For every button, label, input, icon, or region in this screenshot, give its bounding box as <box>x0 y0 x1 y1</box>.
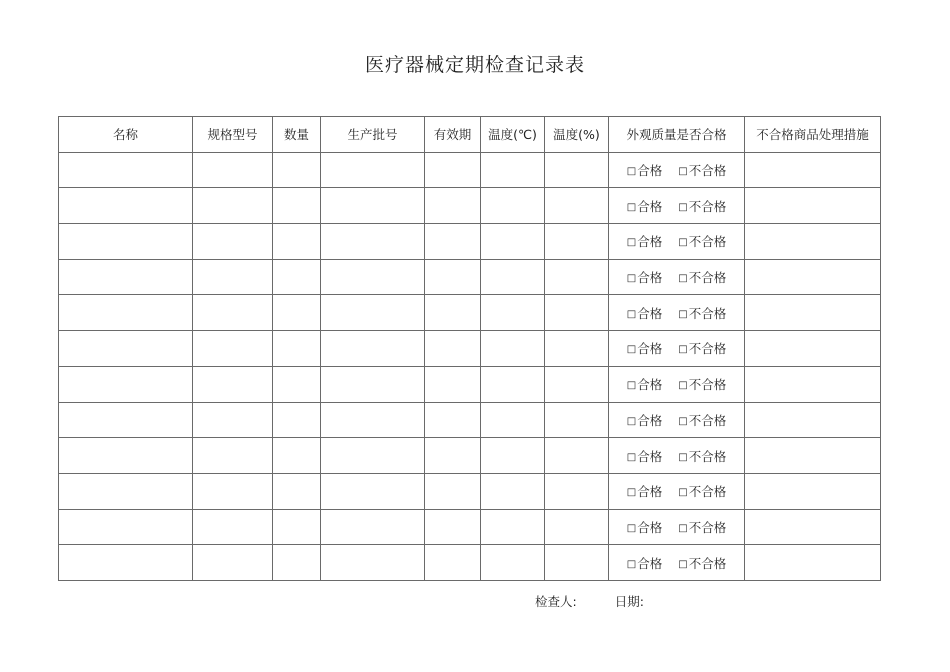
quantity-cell[interactable] <box>273 545 321 581</box>
header-quantity: 数量 <box>273 117 321 153</box>
fail-option-label: 不合格 <box>688 341 727 357</box>
name-cell[interactable] <box>59 188 193 224</box>
pass-option-label: 合格 <box>637 412 663 428</box>
appearance-quality-cell <box>609 509 745 545</box>
quantity-cell[interactable] <box>273 259 321 295</box>
nonconforming-handling-cell[interactable] <box>745 224 881 260</box>
appearance-quality-cell <box>609 402 745 438</box>
fail-option[interactable] <box>678 447 726 465</box>
pass-option-label: 合格 <box>637 163 663 179</box>
checkbox-icon[interactable]: □ <box>678 558 688 570</box>
nonconforming-handling-cell[interactable] <box>745 152 881 188</box>
checkbox-icon[interactable]: □ <box>678 415 688 427</box>
pass-option[interactable] <box>627 518 662 536</box>
fail-option[interactable] <box>678 161 726 179</box>
name-cell[interactable] <box>59 402 193 438</box>
pass-option-label: 合格 <box>637 234 663 250</box>
header-name: 名称 <box>59 117 193 153</box>
quantity-cell[interactable] <box>273 331 321 367</box>
checkbox-icon[interactable]: □ <box>678 308 688 320</box>
expiry-date-cell[interactable] <box>425 331 481 367</box>
appearance-quality-cell <box>609 224 745 260</box>
checkbox-icon[interactable]: □ <box>626 522 637 534</box>
table-row <box>59 152 881 188</box>
temperature-cell[interactable] <box>481 545 545 581</box>
table-row <box>59 259 881 295</box>
appearance-quality-cell <box>609 438 745 474</box>
batch-number-cell[interactable] <box>321 188 425 224</box>
pass-option[interactable] <box>627 554 662 572</box>
expiry-date-cell[interactable] <box>425 188 481 224</box>
nonconforming-handling-cell[interactable] <box>745 545 881 581</box>
name-cell[interactable] <box>59 224 193 260</box>
pass-option-label: 合格 <box>637 341 663 357</box>
appearance-quality-cell <box>609 331 745 367</box>
quantity-cell[interactable] <box>273 366 321 402</box>
pass-option[interactable] <box>627 304 662 322</box>
fail-option-label: 不合格 <box>688 163 727 179</box>
batch-number-cell[interactable] <box>321 366 425 402</box>
appearance-quality-cell <box>609 366 745 402</box>
header-expiry-date: 有效期 <box>425 117 481 153</box>
spec-model-cell[interactable] <box>193 402 273 438</box>
name-cell[interactable] <box>59 473 193 509</box>
spec-model-cell[interactable] <box>193 152 273 188</box>
name-cell[interactable] <box>59 259 193 295</box>
spec-model-cell[interactable] <box>193 224 273 260</box>
pass-option-label: 合格 <box>637 305 663 321</box>
name-cell[interactable] <box>59 295 193 331</box>
fail-option-label: 不合格 <box>688 305 727 321</box>
temperature-cell[interactable] <box>481 188 545 224</box>
header-row <box>59 117 881 153</box>
nonconforming-handling-cell[interactable] <box>745 509 881 545</box>
humidity-cell[interactable] <box>545 224 609 260</box>
table-row <box>59 188 881 224</box>
humidity-cell[interactable] <box>545 331 609 367</box>
checkbox-icon[interactable]: □ <box>626 487 637 499</box>
pass-option-label: 合格 <box>637 519 663 535</box>
pass-option-label: 合格 <box>637 555 663 571</box>
checkbox-icon[interactable]: □ <box>678 344 688 356</box>
humidity-cell[interactable] <box>545 473 609 509</box>
name-cell[interactable] <box>59 545 193 581</box>
pass-option-label: 合格 <box>637 270 663 286</box>
expiry-date-cell[interactable] <box>425 509 481 545</box>
fail-option[interactable] <box>678 375 726 393</box>
table-row <box>59 438 881 474</box>
batch-number-cell[interactable] <box>321 473 425 509</box>
temperature-cell[interactable] <box>481 402 545 438</box>
pass-option[interactable] <box>627 375 662 393</box>
header-batch-number: 生产批号 <box>321 117 425 153</box>
batch-number-cell[interactable] <box>321 224 425 260</box>
fail-option[interactable] <box>678 518 726 536</box>
humidity-cell[interactable] <box>545 366 609 402</box>
pass-option[interactable] <box>627 197 662 215</box>
expiry-date-cell[interactable] <box>425 438 481 474</box>
nonconforming-handling-cell[interactable] <box>745 188 881 224</box>
humidity-cell[interactable] <box>545 188 609 224</box>
table-row <box>59 366 881 402</box>
batch-number-cell[interactable] <box>321 331 425 367</box>
fail-option[interactable] <box>678 482 726 500</box>
header-spec-model: 规格型号 <box>193 117 273 153</box>
temperature-cell[interactable] <box>481 152 545 188</box>
checkbox-icon[interactable]: □ <box>678 201 688 213</box>
batch-number-cell[interactable] <box>321 402 425 438</box>
checkbox-icon[interactable]: □ <box>626 273 637 285</box>
humidity-cell[interactable] <box>545 259 609 295</box>
expiry-date-cell[interactable] <box>425 152 481 188</box>
spec-model-cell[interactable] <box>193 509 273 545</box>
table-row <box>59 331 881 367</box>
fail-option[interactable] <box>678 339 726 357</box>
spec-model-cell[interactable] <box>193 188 273 224</box>
humidity-cell[interactable] <box>545 545 609 581</box>
inspector-label: 检查人: <box>535 594 577 609</box>
header-nonconforming-handling: 不合格商品处理措施 <box>745 117 881 153</box>
table-row <box>59 473 881 509</box>
nonconforming-handling-cell[interactable] <box>745 438 881 474</box>
spec-model-cell[interactable] <box>193 545 273 581</box>
batch-number-cell[interactable] <box>321 259 425 295</box>
nonconforming-handling-cell[interactable] <box>745 473 881 509</box>
batch-number-cell[interactable] <box>321 438 425 474</box>
expiry-date-cell[interactable] <box>425 366 481 402</box>
expiry-date-cell[interactable] <box>425 545 481 581</box>
batch-number-cell[interactable] <box>321 295 425 331</box>
temperature-cell[interactable] <box>481 295 545 331</box>
expiry-date-cell[interactable] <box>425 295 481 331</box>
pass-option[interactable] <box>627 339 662 357</box>
nonconforming-handling-cell[interactable] <box>745 331 881 367</box>
humidity-cell[interactable] <box>545 438 609 474</box>
humidity-cell[interactable] <box>545 152 609 188</box>
checkbox-icon[interactable]: □ <box>626 201 637 213</box>
pass-option[interactable] <box>627 161 662 179</box>
temperature-cell[interactable] <box>481 438 545 474</box>
quantity-cell[interactable] <box>273 402 321 438</box>
appearance-quality-cell <box>609 295 745 331</box>
spec-model-cell[interactable] <box>193 438 273 474</box>
checkbox-icon[interactable]: □ <box>626 380 637 392</box>
name-cell[interactable] <box>59 331 193 367</box>
temperature-cell[interactable] <box>481 224 545 260</box>
table-row <box>59 402 881 438</box>
checkbox-icon[interactable]: □ <box>626 166 637 178</box>
quantity-cell[interactable] <box>273 438 321 474</box>
spec-model-cell[interactable] <box>193 366 273 402</box>
checkbox-icon[interactable]: □ <box>626 451 637 463</box>
fail-option-label: 不合格 <box>688 519 727 535</box>
pass-option[interactable] <box>627 232 662 250</box>
spec-model-cell[interactable] <box>193 331 273 367</box>
fail-option-label: 不合格 <box>688 448 727 464</box>
expiry-date-cell[interactable] <box>425 473 481 509</box>
temperature-cell[interactable] <box>481 331 545 367</box>
appearance-quality-cell <box>609 188 745 224</box>
temperature-cell[interactable] <box>481 366 545 402</box>
pass-option-label: 合格 <box>637 198 663 214</box>
fail-option[interactable] <box>678 411 726 429</box>
spec-model-cell[interactable] <box>193 473 273 509</box>
fail-option[interactable] <box>678 304 726 322</box>
quantity-cell[interactable] <box>273 295 321 331</box>
signature-footer <box>535 592 644 610</box>
quantity-cell[interactable] <box>273 473 321 509</box>
fail-option-label: 不合格 <box>688 234 727 250</box>
pass-option[interactable] <box>627 447 662 465</box>
spec-model-cell[interactable] <box>193 259 273 295</box>
inspection-record-table <box>58 116 881 581</box>
appearance-quality-cell <box>609 259 745 295</box>
batch-number-cell[interactable] <box>321 545 425 581</box>
fail-option[interactable] <box>678 268 726 286</box>
quantity-cell[interactable] <box>273 152 321 188</box>
fail-option-label: 不合格 <box>688 377 727 393</box>
expiry-date-cell[interactable] <box>425 402 481 438</box>
table-row <box>59 545 881 581</box>
checkbox-icon[interactable]: □ <box>678 273 688 285</box>
pass-option-label: 合格 <box>637 484 663 500</box>
name-cell[interactable] <box>59 438 193 474</box>
checkbox-icon[interactable]: □ <box>678 237 688 249</box>
quantity-cell[interactable] <box>273 224 321 260</box>
expiry-date-cell[interactable] <box>425 259 481 295</box>
spec-model-cell[interactable] <box>193 295 273 331</box>
quantity-cell[interactable] <box>273 188 321 224</box>
batch-number-cell[interactable] <box>321 509 425 545</box>
checkbox-icon[interactable]: □ <box>626 558 637 570</box>
checkbox-icon[interactable]: □ <box>626 308 637 320</box>
fail-option-label: 不合格 <box>688 270 727 286</box>
temperature-cell[interactable] <box>481 259 545 295</box>
nonconforming-handling-cell[interactable] <box>745 259 881 295</box>
name-cell[interactable] <box>59 366 193 402</box>
pass-option-label: 合格 <box>637 377 663 393</box>
header-appearance-quality: 外观质量是否合格 <box>609 117 745 153</box>
checkbox-icon[interactable]: □ <box>626 415 637 427</box>
checkbox-icon[interactable]: □ <box>626 237 637 249</box>
temperature-cell[interactable] <box>481 473 545 509</box>
name-cell[interactable] <box>59 152 193 188</box>
nonconforming-handling-cell[interactable] <box>745 295 881 331</box>
checkbox-icon[interactable]: □ <box>678 380 688 392</box>
humidity-cell[interactable] <box>545 295 609 331</box>
nonconforming-handling-cell[interactable] <box>745 366 881 402</box>
checkbox-icon[interactable]: □ <box>678 487 688 499</box>
batch-number-cell[interactable] <box>321 152 425 188</box>
pass-option[interactable] <box>627 411 662 429</box>
name-cell[interactable] <box>59 509 193 545</box>
date-label: 日期: <box>614 594 644 609</box>
fail-option-label: 不合格 <box>688 484 727 500</box>
fail-option[interactable] <box>678 232 726 250</box>
appearance-quality-cell <box>609 545 745 581</box>
checkbox-icon[interactable]: □ <box>678 522 688 534</box>
form-title: 医疗器械定期检查记录表 <box>364 54 585 76</box>
fail-option-label: 不合格 <box>688 412 727 428</box>
appearance-quality-cell <box>609 152 745 188</box>
quantity-cell[interactable] <box>273 509 321 545</box>
fail-option[interactable] <box>678 197 726 215</box>
header-temperature: 温度(℃) <box>481 117 545 153</box>
nonconforming-handling-cell[interactable] <box>745 402 881 438</box>
humidity-cell[interactable] <box>545 509 609 545</box>
checkbox-icon[interactable]: □ <box>626 344 637 356</box>
temperature-cell[interactable] <box>481 509 545 545</box>
expiry-date-cell[interactable] <box>425 224 481 260</box>
table-row <box>59 224 881 260</box>
table-row <box>59 509 881 545</box>
fail-option-label: 不合格 <box>688 198 727 214</box>
checkbox-icon[interactable]: □ <box>678 166 688 178</box>
humidity-cell[interactable] <box>545 402 609 438</box>
pass-option-label: 合格 <box>637 448 663 464</box>
header-humidity: 温度(%) <box>545 117 609 153</box>
pass-option[interactable] <box>627 482 662 500</box>
table-row <box>59 295 881 331</box>
fail-option[interactable] <box>678 554 726 572</box>
fail-option-label: 不合格 <box>688 555 727 571</box>
pass-option[interactable] <box>627 268 662 286</box>
appearance-quality-cell <box>609 473 745 509</box>
checkbox-icon[interactable]: □ <box>678 451 688 463</box>
